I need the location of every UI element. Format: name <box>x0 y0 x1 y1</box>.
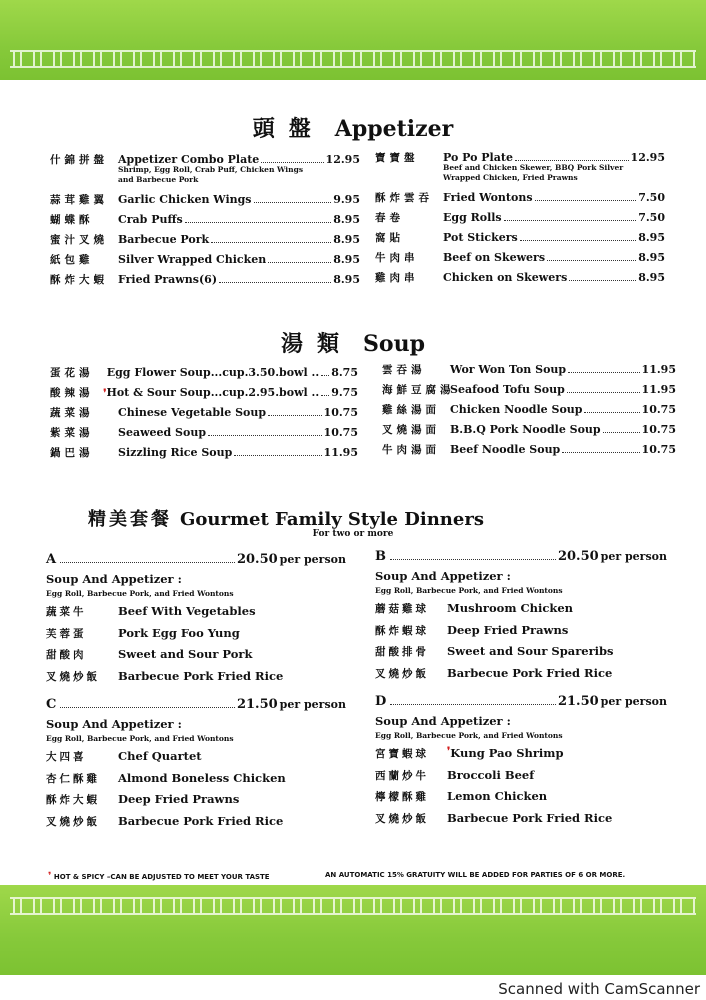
dinner-dish <box>46 792 346 814</box>
soup-appetizer-label: Soup And Appetizer : <box>46 572 182 586</box>
chili-pepper-icon: ❜ <box>48 871 52 882</box>
dish-name-cn: 西蘭炒牛 <box>375 769 429 782</box>
menu-item <box>50 405 358 425</box>
dinner-dish <box>46 814 346 836</box>
dinner-price: 20.50 <box>236 552 278 567</box>
menu-item <box>50 365 358 385</box>
item-name-en: Pot Stickers <box>443 231 518 244</box>
dinner-dish <box>46 749 346 771</box>
soup-title-en: Soup <box>363 331 425 357</box>
item-name-en: Chicken Noodle Soup <box>450 403 583 416</box>
item-name-cn: 春卷 <box>375 212 404 224</box>
item-name-cn: 牛肉串 <box>375 252 419 264</box>
menu-item <box>382 422 676 442</box>
item-price: 11.95 <box>641 363 676 376</box>
item-price: 10.75 <box>323 426 358 439</box>
item-name-cn: 酥炸大蝦 <box>50 274 108 286</box>
item-price: 11.95 <box>641 383 676 396</box>
appetizer-includes: Egg Roll, Barbecue Pork, and Fried Wontons <box>46 589 234 598</box>
dish-name-cn: 大四喜 <box>46 751 87 763</box>
item-name-cn: 海鮮豆腐湯 <box>382 384 455 396</box>
item-price: 8.95 <box>333 213 360 226</box>
dish-name-en: Sweet and Sour Spareribs <box>447 644 614 658</box>
dinner-dish <box>46 604 346 626</box>
dot-leader <box>515 160 629 161</box>
menu-item <box>382 442 676 462</box>
bottom-green-border <box>0 885 706 975</box>
item-name-en: B.B.Q Pork Noodle Soup <box>450 423 601 436</box>
dinner-dish <box>375 601 667 623</box>
dish-name-cn: 叉燒炒飯 <box>375 812 429 825</box>
dish-name-cn: 芙蓉蛋 <box>46 627 87 640</box>
dish-name-en: Pork Egg Foo Yung <box>118 625 240 640</box>
dish-name-en: Barbecue Pork Fried Rice <box>447 665 613 680</box>
item-description: Shrimp, Egg Roll, Crab Puff, Chicken Wings and Barbecue Pork <box>118 165 304 184</box>
item-name-en: Fried Prawns(6) <box>118 273 218 286</box>
menu-item <box>50 445 358 465</box>
item-name-en: Barbecue Pork <box>118 233 210 246</box>
dot-leader <box>569 280 636 281</box>
per-person-label: per person <box>600 550 667 563</box>
item-price: 11.95 <box>323 446 358 459</box>
item-price: 8.95 <box>333 273 360 286</box>
appetizer-title-cn: 頭盤 <box>252 116 325 142</box>
dot-leader <box>568 372 639 373</box>
top-green-border <box>0 0 706 80</box>
item-price: 8.95 <box>638 231 665 244</box>
item-price: 8.95 <box>638 251 665 264</box>
item-price: 10.75 <box>641 403 676 416</box>
dinner-price: 21.50 <box>557 694 599 709</box>
dish-name-en: Lemon Chicken <box>447 789 548 803</box>
dot-leader <box>254 202 332 203</box>
item-name-cn: 蔬菜湯 <box>50 407 94 419</box>
menu-item <box>382 362 676 382</box>
menu-item <box>375 190 665 210</box>
dinner-letter: A <box>46 552 57 567</box>
dot-leader <box>603 432 640 433</box>
dinner-dish <box>375 644 667 666</box>
dish-name-en: Deep Fried Prawns <box>447 622 569 637</box>
appetizer-includes: Egg Roll, Barbecue Pork, and Fried Wontons <box>46 734 234 743</box>
menu-item <box>50 425 358 445</box>
dish-name-cn: 酥炸大蝦 <box>46 794 100 806</box>
dinner-d <box>375 694 667 832</box>
item-name-cn: 蛋花湯 <box>50 367 94 379</box>
menu-item <box>50 192 360 212</box>
chili-pepper-icon: ❜ <box>103 388 107 399</box>
soup-heading <box>0 327 706 358</box>
dinner-header <box>375 694 667 712</box>
item-name-cn: 寶寶盤 <box>375 152 419 164</box>
menu-item <box>50 252 360 272</box>
family-title-en: Gourmet Family Style Dinners <box>180 509 484 530</box>
dot-leader <box>219 282 331 283</box>
item-name-cn: 雞絲湯面 <box>382 404 440 416</box>
item-price: 8.95 <box>333 253 360 266</box>
item-name-en: Beef on Skewers <box>443 251 546 264</box>
menu-item <box>50 385 358 405</box>
item-name-cn: 蒜茸雞翼 <box>50 194 108 206</box>
dot-leader <box>562 452 639 453</box>
item-name-cn: 鍋巴湯 <box>50 447 94 459</box>
dot-leader <box>268 415 322 416</box>
item-price: 9.95 <box>333 193 360 206</box>
dot-leader <box>208 435 322 436</box>
dot-leader <box>535 200 637 201</box>
dinner-dish <box>46 647 346 669</box>
dot-leader <box>268 262 331 263</box>
per-person-label: per person <box>600 695 667 708</box>
item-price: 10.75 <box>641 443 676 456</box>
menu-item <box>382 382 676 402</box>
chili-pepper-icon: ❜ <box>447 746 451 757</box>
item-name-cn: 雲吞湯 <box>382 364 426 376</box>
dish-name-cn: 叉燒炒飯 <box>46 815 100 828</box>
dish-name-cn: 蔬菜牛 <box>46 606 87 618</box>
scanner-watermark: Scanned with CamScanner <box>498 980 700 998</box>
dish-name-cn: 蘑菇雞球 <box>375 603 429 615</box>
item-name-en: Chinese Vegetable Soup <box>118 406 267 419</box>
item-name-en: Wor Won Ton Soup <box>450 363 567 376</box>
appetizer-list-left <box>50 152 360 292</box>
gratuity-note: AN AUTOMATIC 15% GRATUITY WILL BE ADDED FOR PARTIES OF 6 OR MORE. <box>325 871 626 879</box>
soup-appetizer-label: Soup And Appetizer : <box>375 569 511 583</box>
family-dinner-heading <box>88 505 484 531</box>
item-name-en: Garlic Chicken Wings <box>118 193 252 206</box>
dinner-header <box>46 697 346 715</box>
dot-leader <box>504 220 637 221</box>
dish-name-en: Barbecue Pork Fried Rice <box>447 810 613 825</box>
item-name-cn: 酥炸雲吞 <box>375 192 433 204</box>
dish-name-en: Mushroom Chicken <box>447 601 574 615</box>
per-person-label: per person <box>279 553 346 566</box>
dot-leader <box>567 392 640 393</box>
menu-item <box>50 152 360 192</box>
dinner-header <box>375 549 667 567</box>
item-name-cn: 蝴蝶酥 <box>50 214 94 226</box>
item-price: 12.95 <box>325 153 360 166</box>
dish-name-cn: 檸檬酥雞 <box>375 791 429 803</box>
dot-leader <box>185 222 332 223</box>
dish-name-en: Chef Quartet <box>118 749 202 763</box>
soup-list-left <box>50 365 358 465</box>
dish-name-en: Broccoli Beef <box>447 767 535 782</box>
appetizer-includes: Egg Roll, Barbecue Pork, and Fried Wontons <box>375 586 563 595</box>
family-subtitle: For two or more <box>312 529 394 539</box>
dot-leader <box>60 562 235 563</box>
item-price: 9.75 <box>331 386 358 399</box>
item-name-en: Crab Puffs <box>118 213 183 226</box>
per-person-label: per person <box>279 698 346 711</box>
dinner-header <box>46 552 346 570</box>
item-name-cn: 牛肉湯面 <box>382 444 440 456</box>
item-name-cn: 叉燒湯面 <box>382 424 440 436</box>
item-name-en: Hot & Sour Soup...cup.2.95.bowl .. <box>106 386 320 399</box>
menu-item <box>50 272 360 292</box>
dinner-dish <box>46 669 346 691</box>
appetizer-heading <box>0 112 706 143</box>
item-price: 8.75 <box>331 366 358 379</box>
dinner-letter: C <box>46 697 57 712</box>
item-name-en: Silver Wrapped Chicken <box>118 253 267 266</box>
item-name-en: Beef Noodle Soup <box>450 443 561 456</box>
dish-name-en: Barbecue Pork Fried Rice <box>118 668 284 683</box>
menu-item <box>375 250 665 270</box>
dish-name-cn: 酥炸蝦球 <box>375 624 429 637</box>
spicy-note: HOT & SPICY –CAN BE ADJUSTED TO MEET YOUR TASTE <box>53 873 270 881</box>
dot-leader <box>321 395 329 396</box>
dot-leader <box>390 704 556 705</box>
dot-leader <box>261 162 323 163</box>
item-name-cn: 紙包雞 <box>50 254 94 266</box>
item-name-en: Fried Wontons <box>443 191 533 204</box>
dinner-dish <box>375 768 667 790</box>
dish-name-cn: 叉燒炒飯 <box>375 667 429 680</box>
item-name-cn: 什錦拼盤 <box>50 154 108 166</box>
soup-appetizer-label: Soup And Appetizer : <box>46 717 182 731</box>
dinner-letter: B <box>375 549 386 564</box>
dinner-dish <box>375 746 667 768</box>
item-description: Beef and Chicken Skewer, BBQ Pork Silver Wrapped Chicken, Fried Prawns <box>443 163 624 182</box>
dinner-price: 21.50 <box>236 697 278 712</box>
item-name-en: Sizzling Rice Soup <box>118 446 233 459</box>
item-price: 12.95 <box>630 151 665 164</box>
item-name-cn: 蜜汁叉燒 <box>50 234 108 246</box>
item-name-en: Egg Flower Soup...cup.3.50.bowl .. <box>106 366 320 379</box>
dish-name-en: Beef With Vegetables <box>118 604 256 618</box>
dot-leader <box>520 240 636 241</box>
dot-leader <box>321 375 329 376</box>
dinner-c <box>46 697 346 835</box>
menu-item <box>50 212 360 232</box>
dish-name-cn: 叉燒炒飯 <box>46 670 100 683</box>
item-price: 7.50 <box>638 191 665 204</box>
dinner-dish <box>375 811 667 833</box>
greek-key-pattern <box>10 897 696 915</box>
dinner-dish <box>375 623 667 645</box>
dot-leader <box>211 242 331 243</box>
dish-name-cn: 甜酸肉 <box>46 649 87 661</box>
item-name-en: Po Po Plate <box>443 151 513 164</box>
dinner-dish <box>46 771 346 793</box>
dinner-b <box>375 549 667 687</box>
item-name-cn: 雞肉串 <box>375 272 419 284</box>
dot-leader <box>60 707 235 708</box>
dot-leader <box>234 455 321 456</box>
dinner-letter: D <box>375 694 387 709</box>
item-name-cn: 紫菜湯 <box>50 427 94 439</box>
dish-name-en: Barbecue Pork Fried Rice <box>118 813 284 828</box>
item-name-en: Chicken on Skewers <box>443 271 568 284</box>
soup-title-cn: 湯類 <box>281 331 354 357</box>
family-title-cn: 精美套餐 <box>88 509 172 530</box>
item-price: 10.75 <box>641 423 676 436</box>
item-price: 8.95 <box>638 271 665 284</box>
menu-item <box>375 210 665 230</box>
item-price: 8.95 <box>333 233 360 246</box>
item-price: 10.75 <box>323 406 358 419</box>
greek-key-pattern <box>10 50 696 68</box>
appetizer-title-en: Appetizer <box>334 116 454 142</box>
dish-name-cn: 杏仁酥雞 <box>46 772 100 785</box>
soup-appetizer-label: Soup And Appetizer : <box>375 714 511 728</box>
appetizer-includes: Egg Roll, Barbecue Pork, and Fried Wontons <box>375 731 563 740</box>
dish-name-en: Almond Boneless Chicken <box>118 770 286 785</box>
menu-item <box>375 150 665 190</box>
dinner-dish <box>375 789 667 811</box>
dinner-dish <box>46 626 346 648</box>
dinner-price: 20.50 <box>557 549 599 564</box>
item-name-en: Appetizer Combo Plate <box>118 153 260 166</box>
spicy-footnote <box>48 871 270 882</box>
soup-list-right <box>382 362 676 462</box>
dot-leader <box>390 559 556 560</box>
dish-name-en: Deep Fried Prawns <box>118 792 240 806</box>
menu-item <box>375 270 665 290</box>
dish-name-en: Kung Pao Shrimp <box>450 746 564 760</box>
dish-name-cn: 宮寶蝦球 <box>375 748 429 760</box>
item-name-en: Seaweed Soup <box>118 426 207 439</box>
menu-item <box>50 232 360 252</box>
item-name-en: Egg Rolls <box>443 211 502 224</box>
menu-item <box>375 230 665 250</box>
item-name-en: Seafood Tofu Soup <box>450 383 565 396</box>
dot-leader <box>584 412 639 413</box>
item-name-cn: 窩貼 <box>375 232 404 244</box>
dish-name-cn: 甜酸排骨 <box>375 646 429 658</box>
item-price: 7.50 <box>638 211 665 224</box>
appetizer-list-right <box>375 150 665 290</box>
dot-leader <box>547 260 636 261</box>
dinner-dish <box>375 666 667 688</box>
menu-item <box>382 402 676 422</box>
dinner-a <box>46 552 346 690</box>
dish-name-en: Sweet and Sour Pork <box>118 647 253 661</box>
item-name-cn: 酸辣湯 <box>50 387 94 399</box>
